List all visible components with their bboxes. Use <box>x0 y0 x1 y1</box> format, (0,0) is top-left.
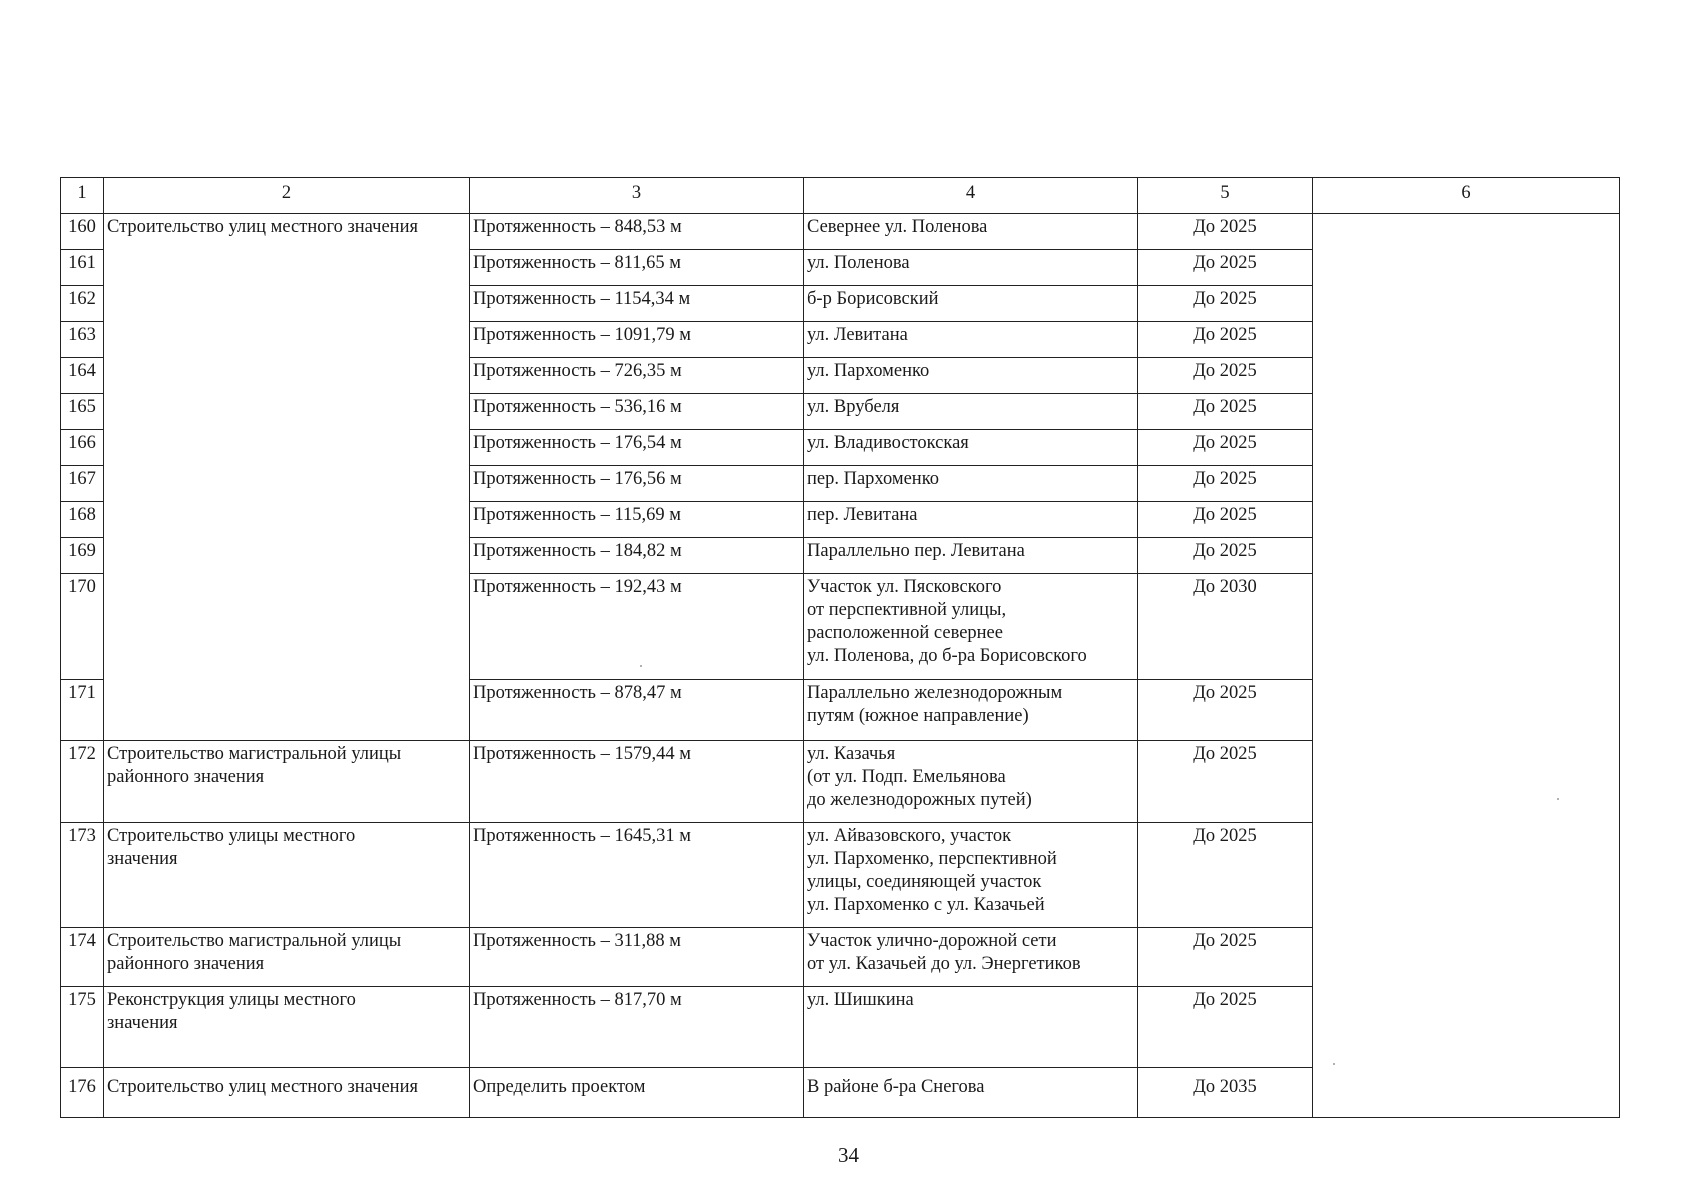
row-number: 176 <box>61 1068 104 1118</box>
row-number: 161 <box>61 250 104 286</box>
row-number: 167 <box>61 466 104 502</box>
length-cell: Протяженность – 176,54 м <box>470 430 804 466</box>
row-number: 173 <box>61 823 104 928</box>
length-cell: Протяженность – 878,47 м <box>470 680 804 741</box>
location-cell: ул. Казачья (от ул. Подп. Емельянова до железнодорожных путей) <box>804 741 1138 823</box>
term-cell: До 2025 <box>1138 538 1313 574</box>
scan-speck <box>1557 798 1559 800</box>
row-number: 174 <box>61 928 104 987</box>
length-cell: Протяженность – 726,35 м <box>470 358 804 394</box>
location-cell: В районе б-ра Снегова <box>804 1068 1138 1118</box>
location-cell: ул. Поленова <box>804 250 1138 286</box>
location-cell: б-р Борисовский <box>804 286 1138 322</box>
location-cell: Параллельно железнодорожным путям (южное направление) <box>804 680 1138 741</box>
location-cell: ул. Левитана <box>804 322 1138 358</box>
length-cell: Протяженность – 192,43 м <box>470 574 804 680</box>
location-cell: Параллельно пер. Левитана <box>804 538 1138 574</box>
location-cell: ул. Айвазовского, участок ул. Пархоменко, перспективной улицы, соединяющей участок ул. Пархоменко с ул. Казачьей <box>804 823 1138 928</box>
page-number: 34 <box>838 1143 859 1167</box>
project-name: Строительство магистральной улицы районного значения <box>104 741 470 823</box>
row-number: 175 <box>61 987 104 1068</box>
term-cell: До 2025 <box>1138 214 1313 250</box>
header-row <box>61 178 1620 214</box>
header-cell-1: 1 <box>61 178 104 214</box>
project-name: Строительство магистральной улицы районного значения <box>104 928 470 987</box>
register-table <box>60 177 1620 1118</box>
location-cell: пер. Пархоменко <box>804 466 1138 502</box>
table-row <box>61 214 1620 250</box>
row-number: 172 <box>61 741 104 823</box>
row-number: 171 <box>61 680 104 741</box>
row-number: 168 <box>61 502 104 538</box>
header-cell-5: 5 <box>1138 178 1313 214</box>
row-number: 163 <box>61 322 104 358</box>
location-cell: Участок ул. Пясковского от перспективной улицы, расположенной севернее ул. Поленова, до б-ра Борисовского <box>804 574 1138 680</box>
row-number: 165 <box>61 394 104 430</box>
length-cell: Протяженность – 311,88 м <box>470 928 804 987</box>
scan-speck <box>1333 1063 1335 1065</box>
location-cell: ул. Шишкина <box>804 987 1138 1068</box>
row-number: 169 <box>61 538 104 574</box>
length-cell: Протяженность – 176,56 м <box>470 466 804 502</box>
length-cell: Протяженность – 848,53 м <box>470 214 804 250</box>
term-cell: До 2025 <box>1138 466 1313 502</box>
term-cell: До 2025 <box>1138 502 1313 538</box>
header-cell-6: 6 <box>1313 178 1620 214</box>
project-name: Строительство улиц местного значения <box>104 214 470 741</box>
location-cell: ул. Врубеля <box>804 394 1138 430</box>
term-cell: До 2030 <box>1138 574 1313 680</box>
location-cell: Участок улично-дорожной сети от ул. Казачьей до ул. Энергетиков <box>804 928 1138 987</box>
row-number: 160 <box>61 214 104 250</box>
term-cell: До 2025 <box>1138 741 1313 823</box>
term-cell: До 2025 <box>1138 394 1313 430</box>
length-cell: Протяженность – 817,70 м <box>470 987 804 1068</box>
row-number: 164 <box>61 358 104 394</box>
row-number: 162 <box>61 286 104 322</box>
location-cell: ул. Пархоменко <box>804 358 1138 394</box>
row-number: 170 <box>61 574 104 680</box>
length-cell: Протяженность – 1091,79 м <box>470 322 804 358</box>
project-name: Реконструкция улицы местного значения <box>104 987 470 1068</box>
term-cell: До 2025 <box>1138 322 1313 358</box>
term-cell: До 2035 <box>1138 1068 1313 1118</box>
term-cell: До 2025 <box>1138 680 1313 741</box>
project-name: Строительство улиц местного значения <box>104 1068 470 1118</box>
term-cell: До 2025 <box>1138 430 1313 466</box>
column-6-cell <box>1313 214 1620 1118</box>
length-cell: Протяженность – 1579,44 м <box>470 741 804 823</box>
location-cell: Севернее ул. Поленова <box>804 214 1138 250</box>
length-cell: Протяженность – 811,65 м <box>470 250 804 286</box>
term-cell: До 2025 <box>1138 823 1313 928</box>
term-cell: До 2025 <box>1138 987 1313 1068</box>
length-cell: Протяженность – 536,16 м <box>470 394 804 430</box>
length-cell: Протяженность – 1645,31 м <box>470 823 804 928</box>
term-cell: До 2025 <box>1138 250 1313 286</box>
length-cell: Протяженность – 1154,34 м <box>470 286 804 322</box>
length-cell: Протяженность – 184,82 м <box>470 538 804 574</box>
location-cell: пер. Левитана <box>804 502 1138 538</box>
header-cell-4: 4 <box>804 178 1138 214</box>
header-cell-3: 3 <box>470 178 804 214</box>
header-cell-2: 2 <box>104 178 470 214</box>
project-name: Строительство улицы местного значения <box>104 823 470 928</box>
term-cell: До 2025 <box>1138 928 1313 987</box>
location-cell: ул. Владивостокская <box>804 430 1138 466</box>
term-cell: До 2025 <box>1138 358 1313 394</box>
row-number: 166 <box>61 430 104 466</box>
scan-speck <box>640 665 642 667</box>
length-cell: Определить проектом <box>470 1068 804 1118</box>
length-cell: Протяженность – 115,69 м <box>470 502 804 538</box>
term-cell: До 2025 <box>1138 286 1313 322</box>
